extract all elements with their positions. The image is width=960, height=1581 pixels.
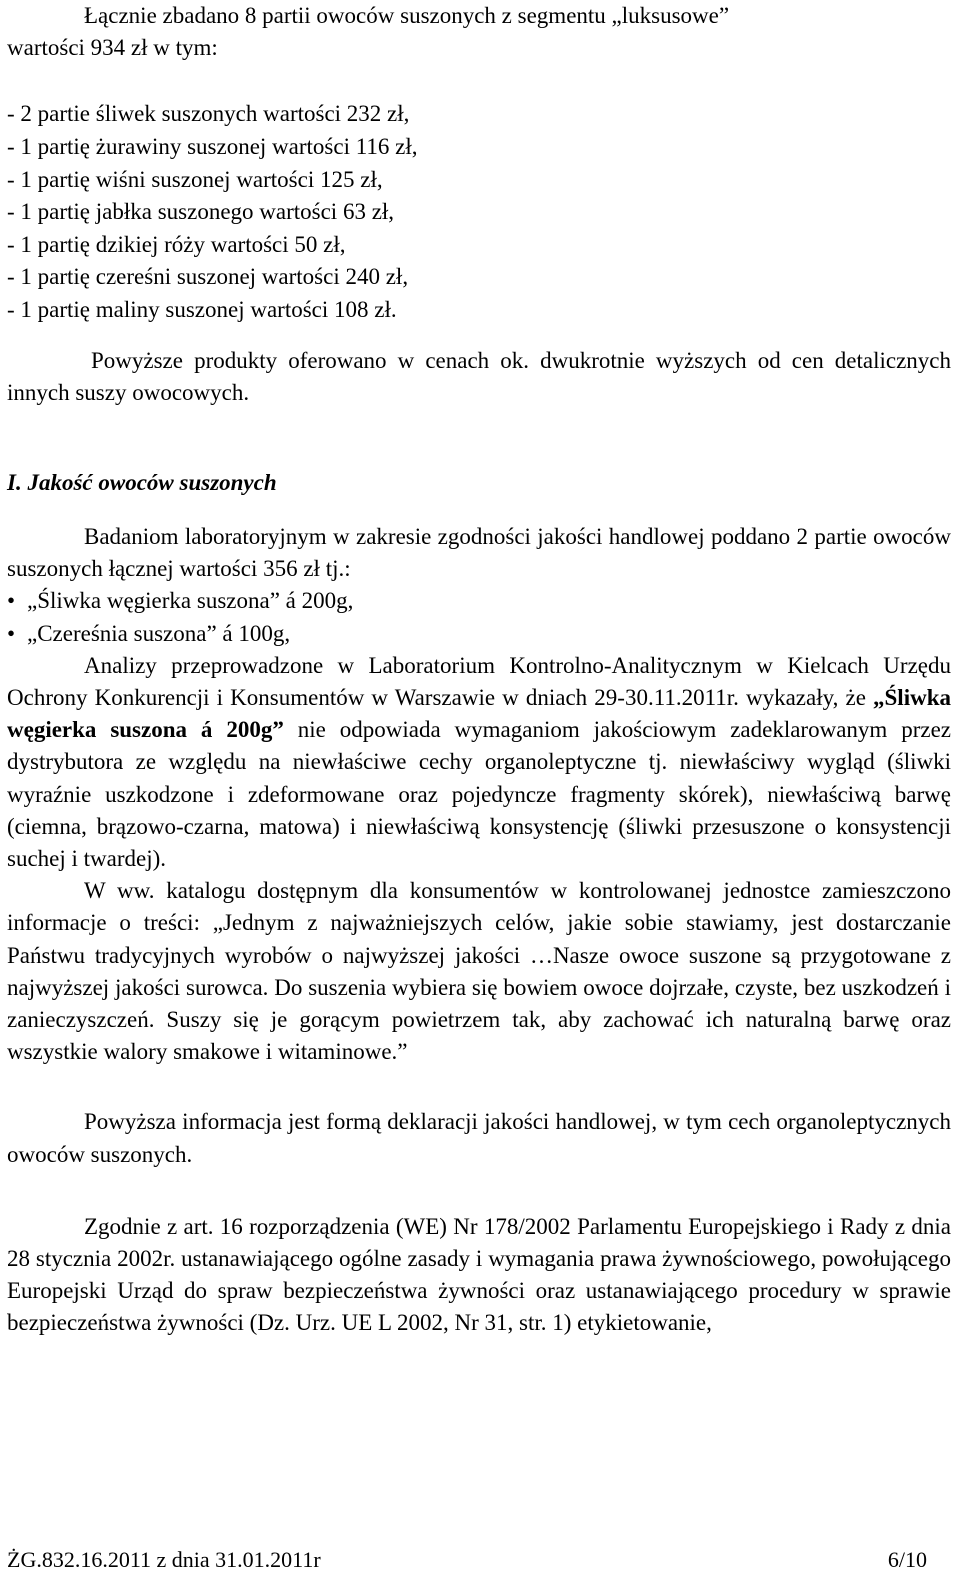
list-item: - 1 partię maliny suszonej wartości 108 zł. [7,296,397,322]
batch-list [7,98,951,326]
section-heading: I. Jakość owoców suszonych [7,469,277,495]
regulation-paragraph: Zgodnie z art. 16 rozporządzenia (WE) Nr 178/2002 Parlamentu Europejskiego i Rady z dnia 28 stycznia 2002r. ustanawiającego ogólne zasady i wymagania prawa żywnościowego, powołującego Europejski Urząd do spraw bezpieczeństwa żywności oraz ustanawiającego procedury w sprawie bezpieczeństwa żywności (Dz. Urz. UE L 2002, Nr 31, str. 1) etykietowanie, [7,1213,951,1336]
bullet-icon: • [7,588,16,614]
intro-block [7,0,951,64]
bullet-item [7,585,951,617]
catalog-paragraph: W ww. katalogu dostępnym dla konsumentów w kontrolowanej jednostce zamieszczono informacje o treści: „Jednym z najważniejszych celów, jakie sobie stawiamy, jest dostarczanie Państwu tradycyjnych wyrobów o najwyższej jakości …Nasze owoce suszone są przygotowane z najwyższej jakości surowca. Do suszenia wybiera się bowiem owoce dojrzałe, czyste, bez uszkodzeń i zanieczyszczeń. Suszy się je gorącym powietrzem tak, aby zachować ich naturalną barwę oraz wszystkie walory smakowe i witaminowe.” [7,878,951,1065]
document-page [7,0,951,1340]
bullet-item [7,618,951,650]
intro-line-2: wartości 934 zł w tym: [7,35,218,61]
list-item: - 1 partię żurawiny suszonej wartości 116 zł, [7,134,418,159]
analysis-text-before: Analizy przeprowadzone w Laboratorium Kontrolno-Analitycznym w Kielcach Urzędu Ochrony Konkurencji i Konsumentów w Warszawie w dniach 29-30.11.2011r. wykazały, że [7,652,951,710]
document-reference: ŻG.832.16.2011 z dnia 31.01.2011r [7,1547,321,1572]
price-note: Powyższe produkty oferowano w cenach ok. dwukrotnie wyższych od cen detalicznych innych suszy owocowych. [7,347,951,405]
intro-line-1: Łącznie zbadano 8 partii owoców suszonych z segmentu „luksusowe” [84,3,730,28]
list-item: - 2 partie śliwek suszonych wartości 232 zł, [7,101,410,127]
analysis-paragraph [7,650,951,875]
list-item: - 1 partię dzikiej róży wartości 50 zł, [7,231,346,257]
list-item: - 1 partię wiśni suszonej wartości 125 zł, [7,166,383,192]
analysis-product-name: „Śliwka węgierka suszona á 200g” [7,684,951,743]
declaration-paragraph: Powyższa informacja jest formą deklaracji jakości handlowej, w tym cech organoleptycznych owoców suszonych. [7,1109,951,1167]
list-item: - 1 partię czereśni suszonej wartości 240 zł, [7,264,409,290]
page-number: 6/10 [887,1547,927,1572]
bullet-text: „Czereśnia suszona” á 100g, [27,620,291,646]
sample-bullets [7,585,951,649]
list-item: - 1 partię jabłka suszonego wartości 63 zł, [7,199,395,225]
lab-paragraph: Badaniom laboratoryjnym w zakresie zgodności jakości handlowej poddano 2 partie owoców suszonych łącznej wartości 356 zł tj.: [7,523,951,582]
analysis-text-after: nie odpowiada wymaganiom jakościowym zadeklarowanym przez dystrybutora ze względu na niewłaściwe cechy organoleptyczne tj. niewłaściwy wygląd (śliwki wyraźnie uszkodzone i zdeformowane oraz pojedyncze fragmenty skórek), niewłaściwą barwę (ciemna, brązowo-czarna, matowa) i niewłaściwą konsystencję (śliwki przesuszone o konsystencji suchej i twardej). [7,717,951,871]
bullet-text: „Śliwka węgierka suszona” á 200g, [27,588,354,614]
bullet-icon: • [7,620,16,646]
